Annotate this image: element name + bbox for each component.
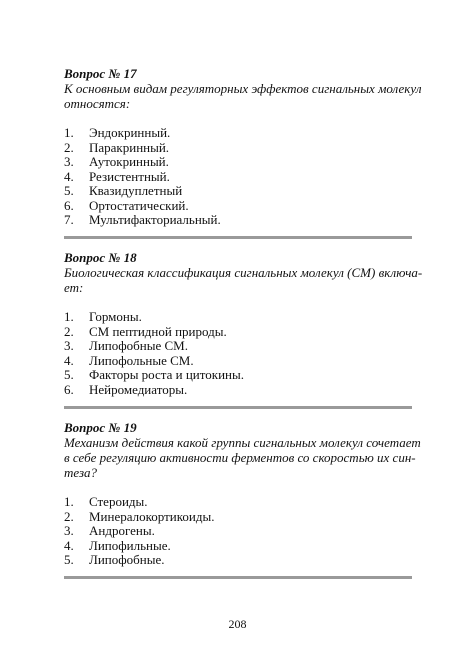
option-text: Минералокортикоиды. bbox=[89, 508, 215, 524]
option-text: Гормоны. bbox=[89, 309, 142, 324]
question-title: Вопрос № 17 bbox=[64, 66, 137, 81]
answer-option bbox=[64, 553, 412, 568]
answer-option bbox=[64, 199, 412, 214]
option-number: 5. bbox=[64, 552, 74, 567]
option-text: Нейромедиаторы. bbox=[89, 381, 188, 397]
answer-option bbox=[64, 339, 412, 354]
question-text-line: теза? bbox=[64, 465, 98, 480]
option-text: Эндокринный. bbox=[89, 125, 171, 140]
answer-option bbox=[64, 141, 412, 156]
answer-option bbox=[64, 126, 412, 141]
question-title: Вопрос № 19 bbox=[64, 420, 137, 435]
answer-option bbox=[64, 368, 412, 383]
question-text-line: К основным видам регуляторных эффектов сигнальных молекул bbox=[64, 81, 422, 96]
option-number: 7. bbox=[64, 212, 74, 227]
question-17 bbox=[64, 66, 422, 228]
question-title: Вопрос № 18 bbox=[64, 250, 137, 265]
question-text-line: в себе регуляцию активности ферментов со скоростью их син- bbox=[64, 450, 416, 465]
option-number: 4. bbox=[64, 537, 74, 553]
question-text bbox=[64, 435, 421, 480]
option-text: Ортостатический. bbox=[89, 197, 189, 213]
option-number: 5. bbox=[64, 183, 74, 198]
option-number: 1. bbox=[64, 309, 74, 324]
option-text: Андрогены. bbox=[89, 523, 155, 538]
section-divider bbox=[64, 576, 412, 579]
option-text: Факторы роста и цитокины. bbox=[89, 367, 244, 382]
option-text: Липофильные. bbox=[89, 537, 171, 553]
option-number: 1. bbox=[64, 125, 74, 140]
option-number: 5. bbox=[64, 367, 74, 382]
option-number: 2. bbox=[64, 508, 74, 524]
option-text: Резистентный. bbox=[89, 168, 170, 184]
section-divider bbox=[64, 406, 412, 409]
page-number: 208 bbox=[228, 617, 247, 631]
option-text: Паракринный. bbox=[89, 139, 170, 155]
option-number: 3. bbox=[64, 338, 74, 353]
option-text: Липофобные СМ. bbox=[89, 338, 188, 353]
section-divider bbox=[64, 236, 412, 239]
option-number: 6. bbox=[64, 381, 74, 397]
answer-option bbox=[64, 213, 412, 228]
option-text: Аутокринный. bbox=[89, 154, 169, 169]
answer-option bbox=[64, 155, 412, 170]
option-number: 4. bbox=[64, 352, 74, 368]
option-number: 3. bbox=[64, 523, 74, 538]
answer-option bbox=[64, 383, 412, 398]
question-text bbox=[64, 265, 423, 295]
option-text: Липофольные СМ. bbox=[89, 352, 194, 368]
option-text: Мультифакториальный. bbox=[89, 212, 221, 227]
option-text: Стероиды. bbox=[89, 494, 148, 509]
question-18 bbox=[64, 250, 423, 397]
answer-option bbox=[64, 170, 412, 185]
option-number: 1. bbox=[64, 494, 74, 509]
option-number: 2. bbox=[64, 139, 74, 155]
question-text-line: относятся: bbox=[64, 96, 131, 111]
answer-options-list bbox=[64, 310, 412, 397]
answer-options-list bbox=[64, 126, 412, 228]
answer-option bbox=[64, 495, 412, 510]
answer-option bbox=[64, 354, 412, 369]
option-number: 4. bbox=[64, 168, 74, 184]
option-text: Липофобные. bbox=[89, 552, 165, 567]
answer-options-list bbox=[64, 495, 412, 568]
option-number: 3. bbox=[64, 154, 74, 169]
question-text-line: Механизм действия какой группы сигнальных молекул сочетает bbox=[64, 435, 421, 450]
question-text-line: Биологическая классификация сигнальных молекул (СМ) включа- bbox=[64, 265, 423, 280]
answer-option bbox=[64, 325, 412, 340]
question-text bbox=[64, 81, 422, 111]
answer-option bbox=[64, 310, 412, 325]
answer-option bbox=[64, 510, 412, 525]
option-text: Квазидуплетный bbox=[89, 183, 183, 198]
question-text-line: ет: bbox=[64, 280, 84, 295]
answer-option bbox=[64, 184, 412, 199]
option-text: СМ пептидной природы. bbox=[89, 323, 227, 339]
answer-option bbox=[64, 524, 412, 539]
answer-option bbox=[64, 539, 412, 554]
option-number: 2. bbox=[64, 323, 74, 339]
option-number: 6. bbox=[64, 197, 74, 213]
question-19 bbox=[64, 420, 421, 568]
